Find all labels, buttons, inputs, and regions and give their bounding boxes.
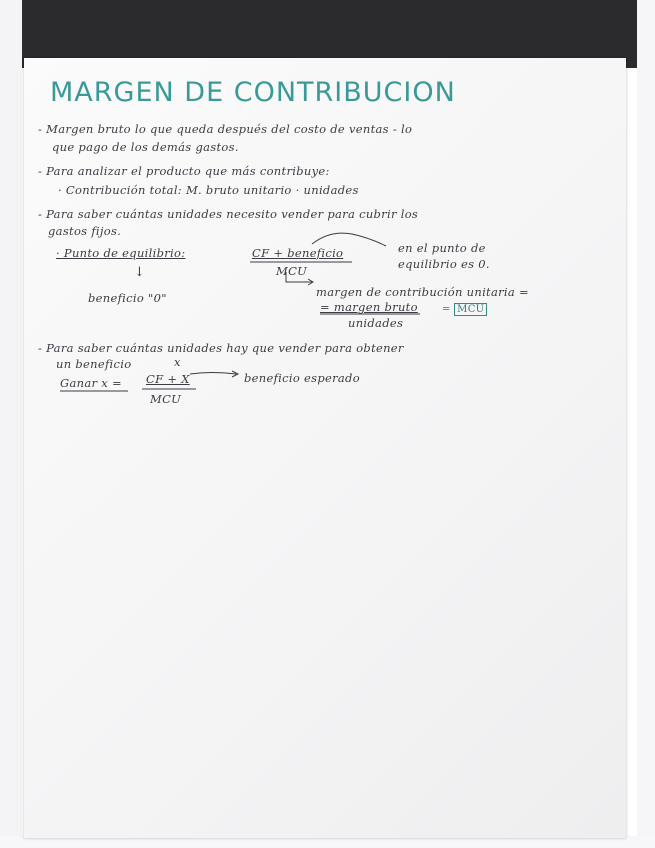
note-line-beneficio: - Para saber cuántas unidades hay que vender para obtener: [38, 341, 404, 355]
note-line-margen-bruto: - Margen bruto lo que queda después del costo de ventas - lo: [38, 122, 413, 136]
mcu-box: MCU: [454, 303, 487, 316]
mcu-numerator: = margen bruto: [320, 300, 418, 314]
equilibrio-curved-arrow: [312, 233, 386, 246]
equilibrio-denominator: MCU: [276, 264, 308, 278]
beneficio-cero: beneficio "0": [88, 291, 167, 305]
note-line-beneficio-cont: un beneficio: [56, 357, 132, 371]
punto-equilibrio-label: · Punto de equilibrio:: [56, 246, 186, 260]
note-line-gastos-fijos: gastos fijos.: [48, 224, 122, 238]
ganar-denominator: MCU: [150, 392, 182, 406]
note-line-margen-bruto-cont: que pago de los demás gastos.: [52, 140, 239, 154]
note-line-contribucion-total: · Contribución total: M. bruto unitario · unidades: [58, 183, 359, 197]
mcu-bracket-arrow: [286, 272, 312, 282]
mcu-denominator: unidades: [348, 316, 404, 330]
equilibrio-numerator: CF + beneficio: [252, 246, 344, 260]
equilibrio-note-cont: equilibrio es 0.: [398, 257, 490, 271]
equilibrio-note: en el punto de: [398, 241, 486, 255]
beneficio-esperado: beneficio esperado: [244, 371, 360, 385]
note-line-cuantas-unidades: - Para saber cuántas unidades necesito vender para cubrir los: [38, 207, 419, 221]
beneficio-x: x: [174, 355, 181, 369]
ganar-numerator: CF + X: [146, 372, 190, 386]
page-title: MARGEN DE CONTRIBUCION: [50, 77, 456, 108]
mcu-definition: margen de contribución unitaria =: [316, 285, 529, 299]
ganar-label: Ganar x =: [60, 376, 122, 390]
down-arrow: ↓: [134, 265, 146, 280]
mcu-box-wrap: = MCU: [442, 304, 487, 315]
note-line-analizar: - Para analizar el producto que más contribuye:: [38, 164, 330, 178]
esperado-arrow-line: [190, 373, 236, 375]
